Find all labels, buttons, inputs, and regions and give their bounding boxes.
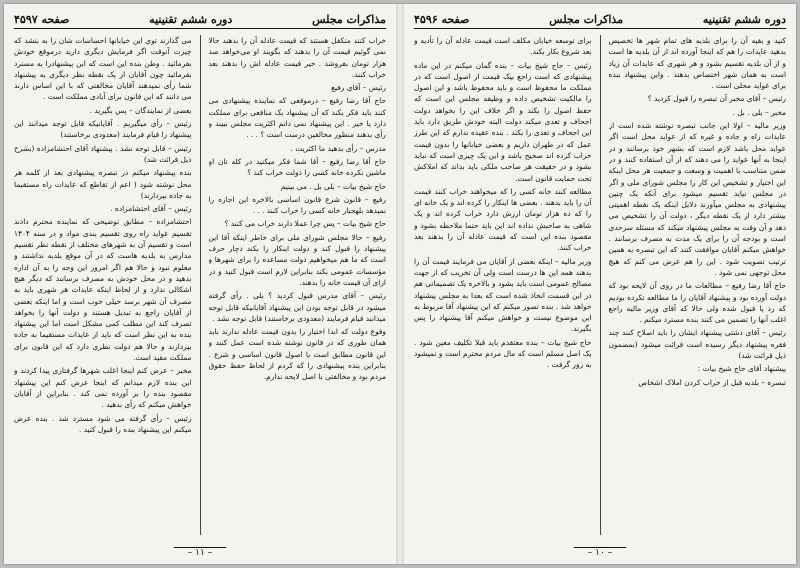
right-page-folio: – ۱۰ –	[574, 547, 626, 558]
column-divider	[200, 35, 201, 535]
right-page-columns	[414, 35, 786, 535]
left-page-header	[14, 12, 386, 29]
paragraph: رئیس – آقای رفیع	[331, 83, 386, 93]
left-page	[4, 4, 396, 564]
left-page-footer	[4, 548, 396, 558]
book-gutter	[396, 4, 404, 564]
paragraph: تبصره – بلدیه قبل از خراب کردن املاک اشخاص	[638, 377, 786, 387]
right-header-page-number: صفحه ۴۵۹۶	[414, 12, 470, 26]
paragraph: رئیس – رأی میگیریم . آقایانیکه قابل توجه میدانند این پیشنهاد را قیام فرمایند (معدودی برخاستند)	[14, 119, 192, 140]
column-divider	[600, 35, 601, 535]
left-header-page-number: صفحه ۴۵۹۷	[14, 12, 70, 26]
paragraph: وزیر مالیه – اولا این جانب تبصره نوشته شده است از عایدات راه و جاده و غیره که از عواید محل است اگر عواید محل باشد لازم است که بشهر خود برسانند و در اینجا به آنها عواید را می دهند که از آن استفاده کنند و در ضمن متناسب با اهمیت و وسعت و جمعیت هر محل اینکه این اختیار و تشخیص این کار را مجلس شورای ملی و اگر در مجلس نیاید تقسیم میشود برای آنکه یک چنین پیشنهادی به مجلس میآورند دلایل اینکه یک نقطه اهمیتی بیشتر دارد از یک نقطه دیگر ، دولت آن را تشخیص می دهد و آن وقت به مجلس پیشنهاد میکند که مسئله سرحدی است و بودجه آن را برای یک مدت به مصرف برسانند . خواهش میکنم آقایان موافقت کنند که این تبصره به همین ترتیب تصویب شود . این را هم عرض می کنم که هیچ محل توجهی نمی شود .	[608, 121, 786, 277]
paragraph: برای توسعه خیابان مکلف است قیمت عادله آن را تأدیه و بعد شروع بکار بکند.	[414, 36, 592, 57]
right-page-header	[414, 12, 786, 29]
paragraph: حاج شیخ بیات – بلی بل . می بینیم	[280, 181, 386, 191]
paragraph: خراب کنند متکفل هستند که قیمت عادله آن را بدهند حالا نمی گوئیم قیمت آن را بدهند که بگویند او می‌خواهد صد هزار تومان بفروشد . خیر قیمت عادله اش را بدهند بعد خراب کنند.	[208, 36, 386, 79]
left-page-left-column	[14, 35, 192, 535]
paragraph: رئیس – آقای مدرس قبول کردید ؟ بلی . رأی گرفته میشود در قابل توجه بودن این پیشنهاد آقایانیکه قابل توجه میدانند قیام فرمایند (معدودی برخاستند) قابل توجه نشد .	[208, 291, 386, 323]
paragraph: حاج شیخ بیات – پس چرا عملا دارند خراب می کنند ؟	[224, 219, 386, 229]
right-page-footer	[404, 548, 796, 558]
left-header-title: دوره ششم تقنینیه	[149, 12, 233, 26]
paragraph: مخبر – بلی . بل .	[732, 107, 786, 117]
paragraph: حاج آقا رضا رفیع – درموقعی که نماینده پیشنهادی می کنند باید فکر بکند که آن پیشنهاد یک منافعی برای مملکت دارد یا خیر . این پیشنهاد نمی دانم اکثریت مجلس ببیند و رأی بدهند منظور مخالفین درست است ؟ . . .	[208, 96, 386, 140]
right-page-left-column	[414, 35, 592, 535]
paragraph: حاج شیخ بیات – بنده معتقدم باید قبلا تکلیف معین شود . یک اصل مسلم است که مال مردم محترم است و نمیشود به زور گرفت .	[414, 337, 592, 370]
paragraph: وقوع دولت که ابدا اختیار را بدون قیمت عادله ندارند باید همان طوری که در قانون نوشته شده است عمل کنند و این قانون مطابق است با اصول قانون اساسی و شرع . بنابراین بنده پیشنهادی را که کردم از لحاظ حفظ حقوق مردم بود و مخالفتی با اصل لایحه ندارم.	[208, 327, 386, 382]
right-page-right-column	[609, 35, 787, 535]
paragraph: مطالعه کنند خانه کسی را که میخواهند خراب کنند قیمت آن را باید بدهند . بعضی ها اینکار را کرده اند و یک خانه ای را که ده هزار تومان ارزش دارد خراب کرده اند و یک شاهی به صاحبش نداده اند این باید حتما ملاحظه بشود و مقصود بنده این است که قیمت عادله آن را بدهند بعد خراب کنند.	[414, 186, 592, 253]
right-header-session: دوره ششم تقنینیه	[702, 12, 786, 26]
book-spread	[4, 4, 796, 564]
left-header-session: مذاکرات مجلس	[312, 12, 386, 26]
paragraph: رئیس – آقای احتشامزاده .	[110, 204, 192, 214]
left-page-folio: – ۱۱ –	[174, 547, 226, 558]
paragraph: می گذارند توی این خیابانها احساسات شان را به بنشد که چیزت آنوقت اگر فرمایش دیگری دارید درموقع خودش بفرمائید . وطن بنده این است که این پیشنهادرا به مسترد بفرمائید چون آقایان از یک نقطه نظر دیگری به پیشنهاد شما رأی نمیدهند آقایان مخالفتی که با این اساس دارند می دانند که این قانون برای آبادی مملکت است .	[14, 36, 192, 102]
paragraph: حاج آقا رضا رفیع – مطالعات ما در روی آن لایحه بود که دولت آورده بود و پیشنهاد آقایان را ما مطالعه نکرده بودیم که رد یا قبول شده ولی حالا که آقای وزیر مالیه راجع اغلب آنها را تضمین می کنند بنده مسترد میکنم .	[608, 281, 786, 325]
paragraph: احتشامزاده – مطابق توضیحی که نماینده محترم دادند تقسیم عواید راه روی تقسیم بندی مواد و در سنه ۱۳۰۴ است و تقسیم آن به شهرهای مختلف از نقطه نظر تقسیم مدارس به بلدیه هاست که در آن موقع بلدیه نداشتند و معلوم نبود و حالا هم اگر امروز این وجه را به آن اداره بدهید و در محل خودش به مصرف برسانند که دیگر هیچ اشکالی ندارد و از لحاظ اینکه عایدات هر شهری باید به مصرف آن شهر برسد خیلی خوب است و اما اینکه بعضی از آقایان راجع به تبدیل هستند و دولت آنها را بخواهد تصرف کند این مطلب کمی مشکل است اما این پیشنهاد بنده به این نظر است که باید از عایدات مستقیما به جاده بپردازند و حالا هم دولت نظری دارد که این قانون برای مملکت مفید است.	[14, 217, 192, 363]
paragraph: رفیع – حالا مجلس شورای ملی برای خاطر اینکه آقا این پیشنهاد را قبول کند و دولت اینکار را بکند دچار حرف است که ما هم میخواهیم دولت مساعده را برای شهرها و مؤسسات عمومی بکند بنابراین لازم است قبول کنید و در ازای آن قیمت خانه را بدهند.	[208, 232, 386, 287]
paragraph: رئیس – حاج شیخ بیات – بنده گمان میکنم در این ماده پیشنهادی که است راجع بیک قیمت از اصول است که در مملکت ما محفوظ است و باید محفوظ باشد و این اصول را مالکیت تشخیص داده و وظیفه مجلس این است که حفظ اصول را بکند و اگر خلاف این را بخواهد دولت اجحاف و تعدی میکند دولت البته خودش طریق دارد باید این اجحاف و تعدی را بکند . بنده عقیده ندارم که این طرز عمل که در طهران داریم و بعضی خیابانها را بدون قیمت خراب کرده اند صحیح باشد و این یک چیزی است که نباید بشود و در حقیقت هر صاحب ملکی باید بداند که املاکش تحت حمایت قانون است.	[414, 60, 592, 183]
paragraph: مدرس – رأی بدهید ما اکثریت .	[290, 143, 386, 153]
paragraph: وزیر مالیه – اینکه بعضی از آقایان می فرمایند قیمت آن را بدهند همه این ها درست است ولی آن تخریب که از جهت مصالح عمومی است باید بشود و بالاخره یک تصمیماتی هم در این قسمت اتخاذ شده است که بعدا به مجلس پیشنهاد خواهد شد . بنده تصور میکنم که این پیشنهاد آقا مربوط به این موضوع نیست و خواهش میکنم آقا پیشنهاد را پس بگیرند.	[414, 256, 592, 334]
right-header-title: مذاکرات مجلس	[549, 12, 624, 26]
paragraph: پیشنهاد آقای حاج شیخ بیات :	[697, 364, 786, 374]
paragraph: رئیس – قابل توجه نشد . پیشنهاد آقای احتشامزاده (بشرح ذیل قرائت شد)	[14, 143, 192, 164]
paragraph: بنده پیشنهاد میکنم در تبصره پیشنهادی بعد از کلمه هر محل نوشته شود ( اعم از تقاطع که عایدات راه مستقیما به جاده بپردازند)	[14, 168, 192, 200]
paragraph: کنید و بقیه آن را برای بلدیه های تمام شهر ها تخصیص بدهید عایدات را هم که اینجا آورده اند از آن بلدیه ها است و از آن بلدیه تقسیم بشود و هر شهری که عایدات آن زیاد است به همان شهر اختصاص بدهند . واین پیشنهاد بنده برای عواید محلی است .	[608, 36, 786, 91]
right-page	[404, 4, 796, 564]
paragraph: رئیس – آقای مخبر آن تبصره را قبول کردید ؟	[647, 94, 786, 104]
paragraph: رئیس – آقای دشتی پیشنهاد ایشان را باید اصلاح کنند چند فقره پیشنهاد دیگر رسیده است قرائت میشود (بمضمون ذیل قرائت شد)	[608, 328, 786, 361]
paragraph: بعضی از نمایندگان – پس بگیرید .	[89, 105, 192, 115]
paragraph: حاج آقا رضا رفیع – آقا شما فکر میکنید در کله تان او ماشین نکرده خانه کسی را دولت خراب کند ؟	[208, 156, 386, 178]
left-page-right-column	[209, 35, 387, 535]
paragraph: رئیس – رأی گرفته می شود مسترد شد . بنده عرض میکنم این پیشنهاد بنده را قبول کنید .	[14, 413, 192, 434]
paragraph: رفیع – قانون شرع قانون اساسی بالاخره این اجازه را نمیدهد بلهجبار خانه کسی را خراب کنند . . .	[208, 194, 386, 216]
left-page-columns	[14, 35, 386, 535]
paragraph: مخبر – عرض کنم اینجا اغلب شهرها گرفتاری پیدا کردند و این بنده لازم میدانم که اینجا عرض کنم این پیشنهاد مقصود بنده را بر آورده نمی کند . بنابراین از آقایان خواهش میکنم که رأی بدهید .	[14, 366, 192, 410]
